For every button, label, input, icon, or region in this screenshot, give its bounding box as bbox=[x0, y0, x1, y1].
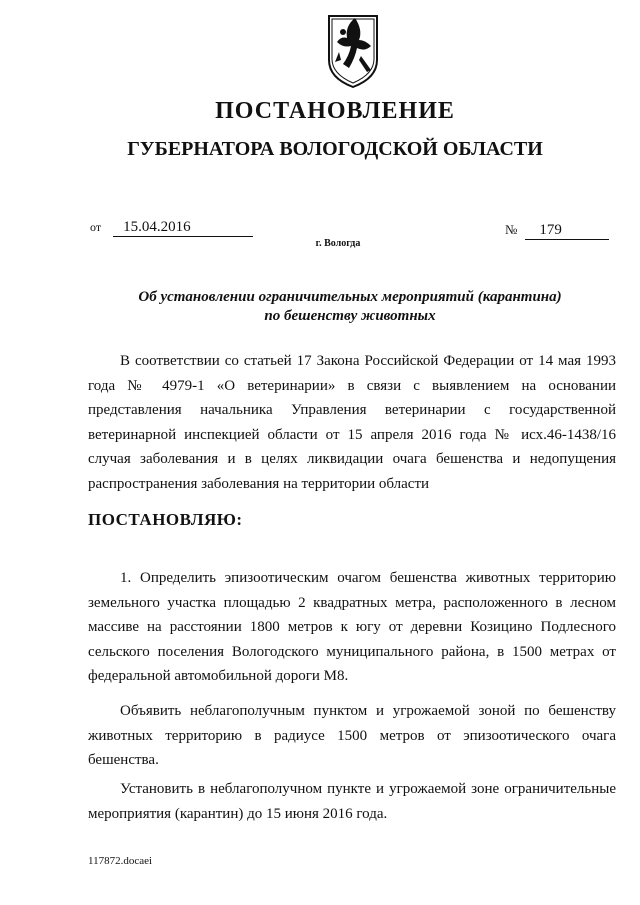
document-date: 15.04.2016 bbox=[113, 219, 253, 237]
coat-of-arms-icon bbox=[325, 12, 381, 90]
file-reference: 117872.docaei bbox=[88, 855, 153, 867]
document-title: ПОСТАНОВЛЕНИЕ bbox=[215, 98, 455, 124]
preamble-paragraph: В соответствии со статьей 17 Закона Российской Федерации от 14 мая 1993 года № 4979-1 «О ветеринарии» в связи с выявлением на основании представления начальника Управления ветеринарии с государственной ветеринарной инспекцией области от 15 апреля 2016 года № исх.46-1438/16 случая заболевания и в целях ликвидации очага бешенства и недопущения распространения заболевания на территории области bbox=[88, 353, 616, 492]
decree-paragraph-2: Объявить неблагополучным пунктом и угрожаемой зоной по бешенству животных территорию в радиусе 1500 метров от эпизоотического очага бешенства. bbox=[88, 703, 616, 768]
decree-item-1: 1. Определить эпизоотическим очагом бешенства животных территорию земельного участка площадью 2 квадратных метра, расположенного в лесном массиве на расстоянии 1800 метров к югу от деревни Козицино Подлесного сельского поселения Вологодского муниципального района, в 1500 метрах от федеральной автомобильной дороги М8. bbox=[88, 570, 616, 684]
decree-heading: ПОСТАНОВЛЯЮ: bbox=[88, 510, 243, 529]
document-issuer: ГУБЕРНАТОРА ВОЛОГОДСКОЙ ОБЛАСТИ bbox=[127, 138, 543, 160]
decree-paragraph-3: Установить в неблагополучном пункте и угрожаемой зоне ограничительные мероприятия (карантин) до 15 июня 2016 года. bbox=[88, 781, 616, 822]
date-prefix: от bbox=[90, 220, 102, 234]
subject-line-2: по бешенству животных bbox=[264, 308, 436, 324]
document-city: г. Вологда bbox=[315, 238, 361, 249]
document-number: 179 bbox=[525, 222, 609, 240]
document-subject bbox=[0, 288, 640, 326]
document-date-field bbox=[90, 219, 253, 237]
number-prefix: № bbox=[505, 222, 518, 237]
subject-line-1: Об установлении ограничительных мероприятий (карантина) bbox=[138, 289, 562, 305]
